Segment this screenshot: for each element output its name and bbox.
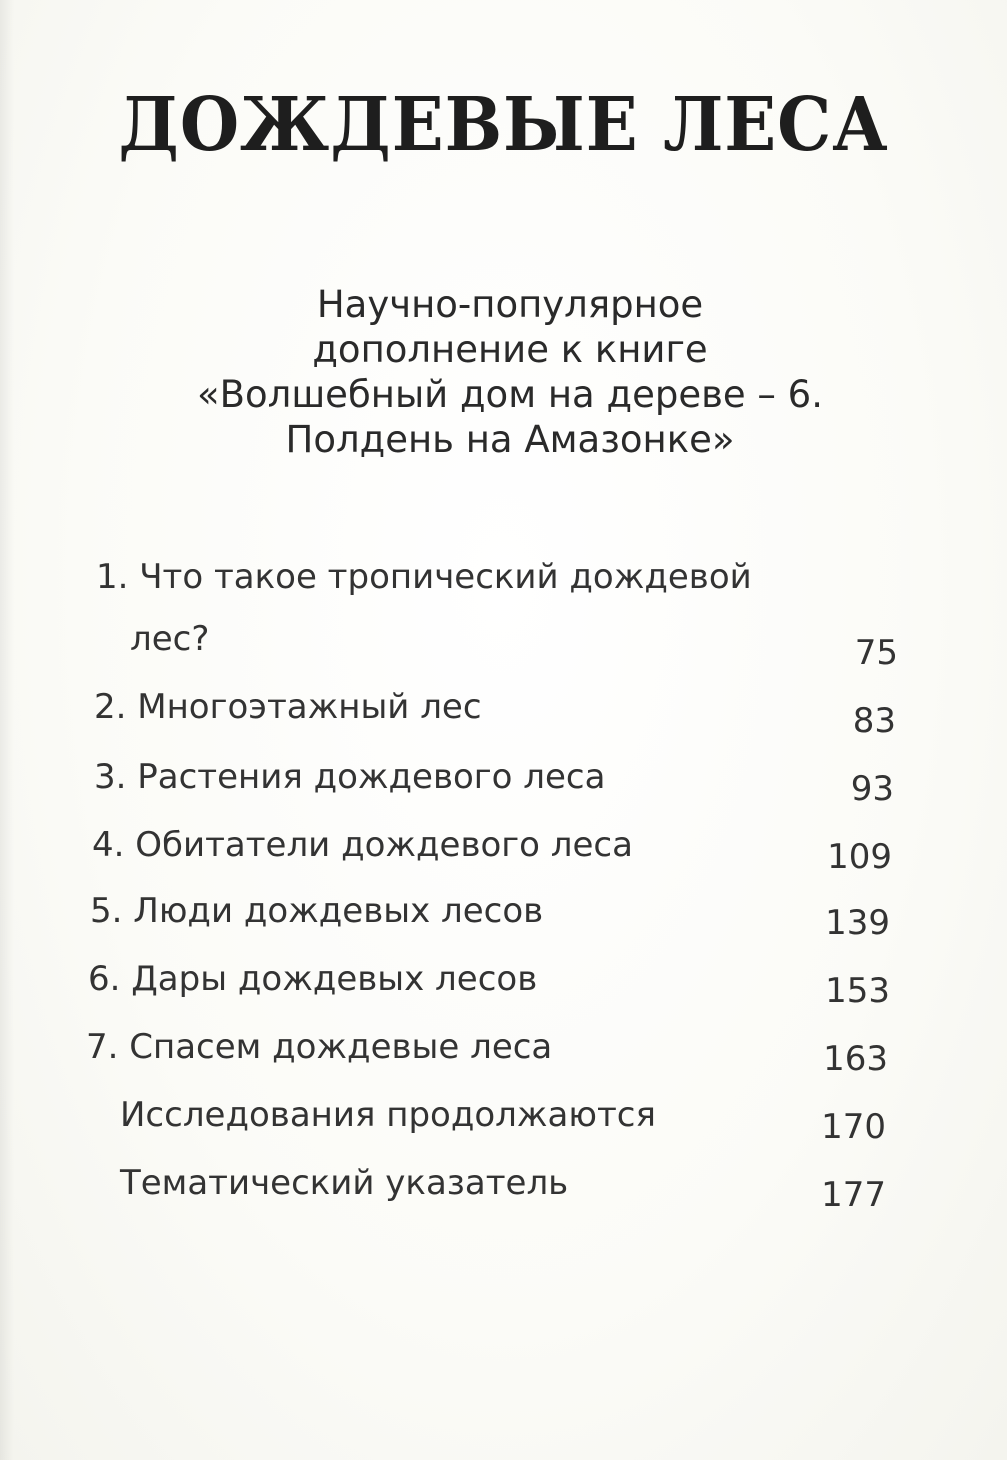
toc-entry-title: Тематический указатель	[120, 1163, 569, 1203]
toc-entry-title: Исследования продолжаются	[120, 1095, 656, 1135]
page-title: ДОЖДЕВЫЕ ЛЕСА	[118, 82, 889, 168]
toc-entry-title: 3. Растения дождевого леса	[94, 757, 606, 797]
toc-entry-page: 83	[852, 701, 896, 741]
toc-entry-title: 6. Дары дождевых лесов	[88, 959, 538, 999]
toc-entry-page: 139	[825, 903, 890, 943]
toc-entry-title: 2. Многоэтажный лес	[94, 687, 482, 727]
toc-entry-page: 163	[823, 1039, 888, 1079]
toc-entry-page: 93	[850, 769, 894, 809]
subtitle-line: Научно-популярное	[316, 283, 704, 326]
subtitle-line: дополнение к книге	[312, 328, 708, 371]
toc-entry-title: 4. Обитатели дождевого леса	[92, 825, 633, 865]
toc-entry-title: 7. Спасем дождевые леса	[86, 1027, 553, 1067]
toc-entry-page: 177	[821, 1175, 886, 1215]
subtitle-line: «Волшебный дом на дереве – 6.	[197, 373, 823, 416]
toc-entry-page: 75	[854, 633, 898, 673]
toc-entry-page: 153	[825, 971, 890, 1011]
toc-entry-title: 1. Что такое тропический дождевой	[96, 557, 752, 597]
toc-entry-page: 109	[827, 837, 892, 877]
subtitle-line: Полдень на Амазонке»	[285, 418, 735, 461]
toc-entry-title: лес?	[130, 619, 210, 659]
toc-entry-page: 170	[821, 1107, 886, 1147]
toc-entry-title: 5. Люди дождевых лесов	[90, 891, 544, 931]
